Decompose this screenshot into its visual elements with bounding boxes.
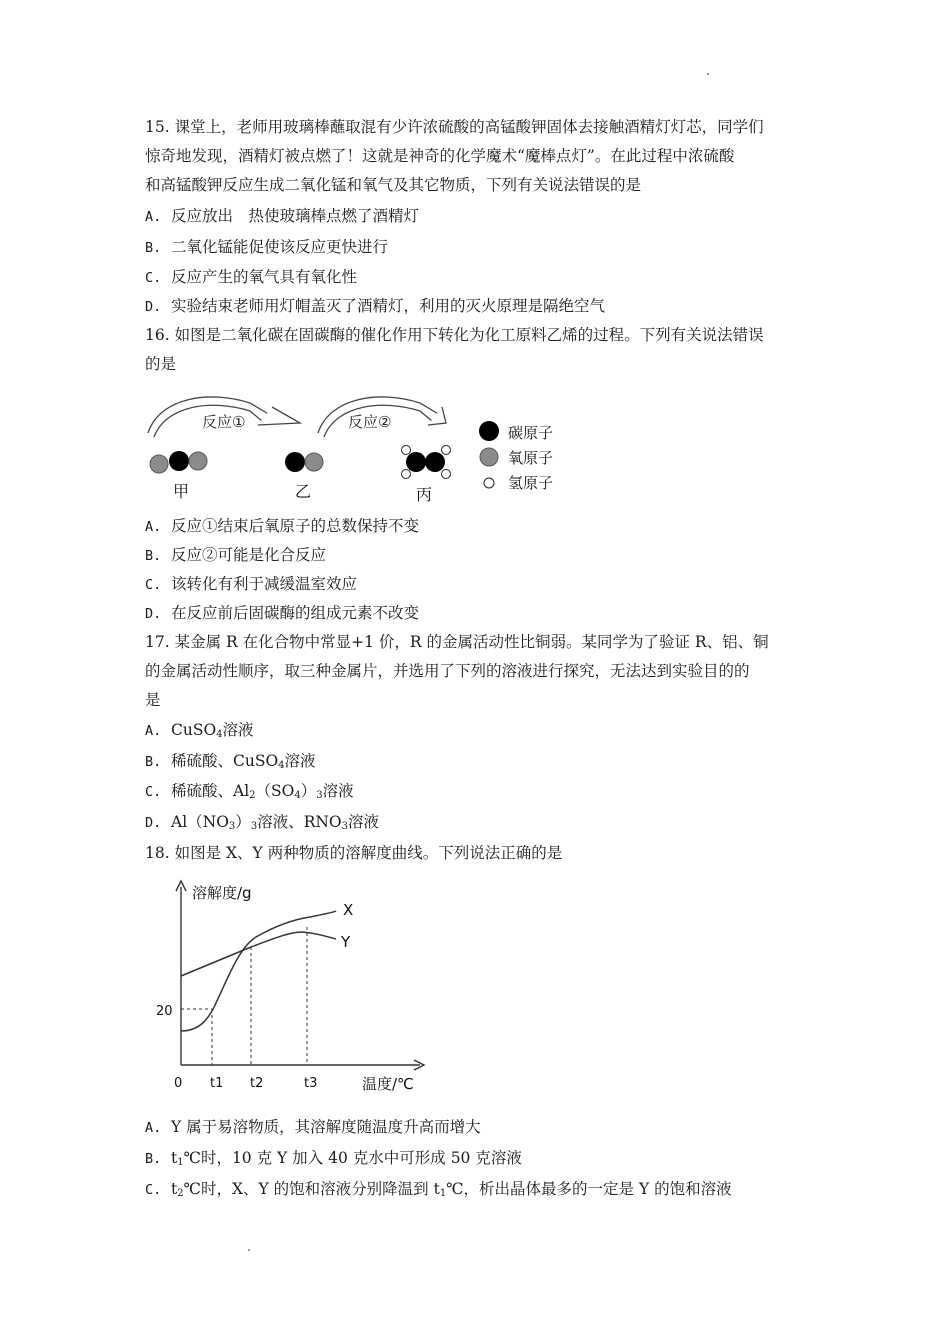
q16-stem-line-2: 的是 bbox=[145, 355, 177, 373]
q15-stem-line-1: 15. 课堂上，老师用玻璃棒蘸取混有少许浓硫酸的高锰酸钾固体去接触酒精灯灯芯，同学们 bbox=[145, 118, 764, 136]
molecule-bing-hydrogen-3 bbox=[442, 446, 451, 455]
q15-stem-line-3: 和高锰酸钾反应生成二氧化锰和氧气及其它物质，下列有关说法错误的是 bbox=[145, 176, 642, 194]
molecule-yi-label: 乙 bbox=[295, 482, 312, 501]
legend-oxygen-icon bbox=[480, 448, 498, 466]
q16-option-c: C. 该转化有利于减缓温室效应 bbox=[145, 575, 358, 593]
q18-solubility-chart bbox=[150, 875, 440, 1100]
q15-option-d: D. 实验结束老师用灯帽盖灭了酒精灯，利用的灭火原理是隔绝空气 bbox=[145, 297, 606, 315]
y-axis-label: 溶解度/g bbox=[192, 884, 252, 902]
molecule-jia-oxygen-1 bbox=[150, 455, 168, 473]
q18-stem-line-1: 18. 如图是 X、Y 两种物质的溶解度曲线。下列说法正确的是 bbox=[145, 844, 563, 862]
q17-option-b: B. 稀硫酸、CuSO$_4$溶液 bbox=[145, 752, 316, 771]
q15-stem-line-2: 惊奇地发现，酒精灯被点燃了！这就是神奇的化学魔术“魔棒点灯”。在此过程中浓硫酸 bbox=[145, 147, 735, 165]
molecule-yi-oxygen bbox=[305, 453, 323, 471]
molecule-bing-carbon-2 bbox=[425, 452, 445, 472]
legend-carbon-icon bbox=[479, 421, 499, 441]
legend-carbon-label: 碳原子 bbox=[508, 424, 554, 442]
molecule-jia-label: 甲 bbox=[173, 482, 190, 501]
molecule-jia-carbon bbox=[169, 451, 189, 471]
x-tick-t3: t3 bbox=[304, 1076, 318, 1091]
reaction1-label: 反应① bbox=[202, 413, 246, 431]
q16-option-d: D. 在反应前后固碳酶的组成元素不改变 bbox=[145, 604, 420, 622]
origin-label: 0 bbox=[174, 1076, 183, 1091]
q15-option-a: A. 反应放出 热使玻璃棒点燃了酒精灯 bbox=[145, 207, 420, 225]
q18-option-c: C. $t_2℃$时，X、Y 的饱和溶液分别降温到 $t_1℃$，析出晶体最多的一定是 Y 的饱和溶液 bbox=[145, 1180, 732, 1199]
q17-option-a: A. CuSO$_4$溶液 bbox=[145, 721, 254, 740]
molecule-jia-oxygen-2 bbox=[189, 452, 207, 470]
x-tick-t1: t1 bbox=[210, 1076, 224, 1091]
molecule-bing-hydrogen-4 bbox=[442, 470, 451, 479]
y-tick-20: 20 bbox=[156, 1004, 173, 1019]
series-x-curve bbox=[181, 911, 336, 1031]
q17-option-d: D. $Al(NO_3)_3$溶液、$RNO_3$溶液 bbox=[145, 813, 380, 832]
scan-speck bbox=[707, 73, 709, 75]
molecule-yi-carbon bbox=[285, 452, 305, 472]
molecule-bing-label: 丙 bbox=[416, 485, 433, 504]
legend-hydrogen-label: 氢原子 bbox=[508, 474, 554, 492]
q17-option-c: C. 稀硫酸、$Al_2(SO_4)_3$溶液 bbox=[145, 782, 354, 801]
q15-option-b: B. 二氧化锰能促使该反应更快进行 bbox=[145, 238, 389, 256]
q16-option-b: B. 反应②可能是化合反应 bbox=[145, 546, 327, 564]
molecule-bing-hydrogen-1 bbox=[402, 446, 411, 455]
q17-stem-line-3: 是 bbox=[145, 691, 161, 709]
molecule-bing-carbon-1 bbox=[406, 452, 426, 472]
q16-option-a: A. 反应①结束后氧原子的总数保持不变 bbox=[145, 517, 420, 535]
molecule-bing-hydrogen-2 bbox=[402, 470, 411, 479]
reaction2-label: 反应② bbox=[348, 413, 392, 431]
q18-option-b: B. $t_1℃$时，10 克 Y 加入 40 克水中可形成 50 克溶液 bbox=[145, 1149, 522, 1168]
q18-option-a: A. Y 属于易溶物质，其溶解度随温度升高而增大 bbox=[145, 1118, 481, 1136]
q17-stem-line-1: 17. 某金属 R 在化合物中常显+1 价，R 的金属活动性比铜弱。某同学为了验证 R、铝、铜 bbox=[145, 633, 769, 651]
series-x-label: X bbox=[343, 901, 354, 919]
series-y-label: Y bbox=[341, 933, 351, 951]
x-axis-label: 温度/℃ bbox=[362, 1075, 414, 1093]
legend-hydrogen-icon bbox=[484, 478, 494, 488]
q15-option-c: C. 反应产生的氧气具有氧化性 bbox=[145, 268, 358, 286]
q16-stem-line-1: 16. 如图是二氧化碳在固碳酶的催化作用下转化为化工原料乙烯的过程。下列有关说法错误 bbox=[145, 326, 764, 344]
scan-speck bbox=[248, 1249, 250, 1251]
legend-oxygen-label: 氧原子 bbox=[508, 449, 554, 467]
q16-reaction-diagram bbox=[140, 385, 580, 510]
x-tick-t2: t2 bbox=[250, 1076, 264, 1091]
q17-stem-line-2: 的金属活动性顺序，取三种金属片，并选用了下列的溶液进行探究，无法达到实验目的的 bbox=[145, 662, 750, 680]
series-y-curve bbox=[181, 932, 336, 976]
